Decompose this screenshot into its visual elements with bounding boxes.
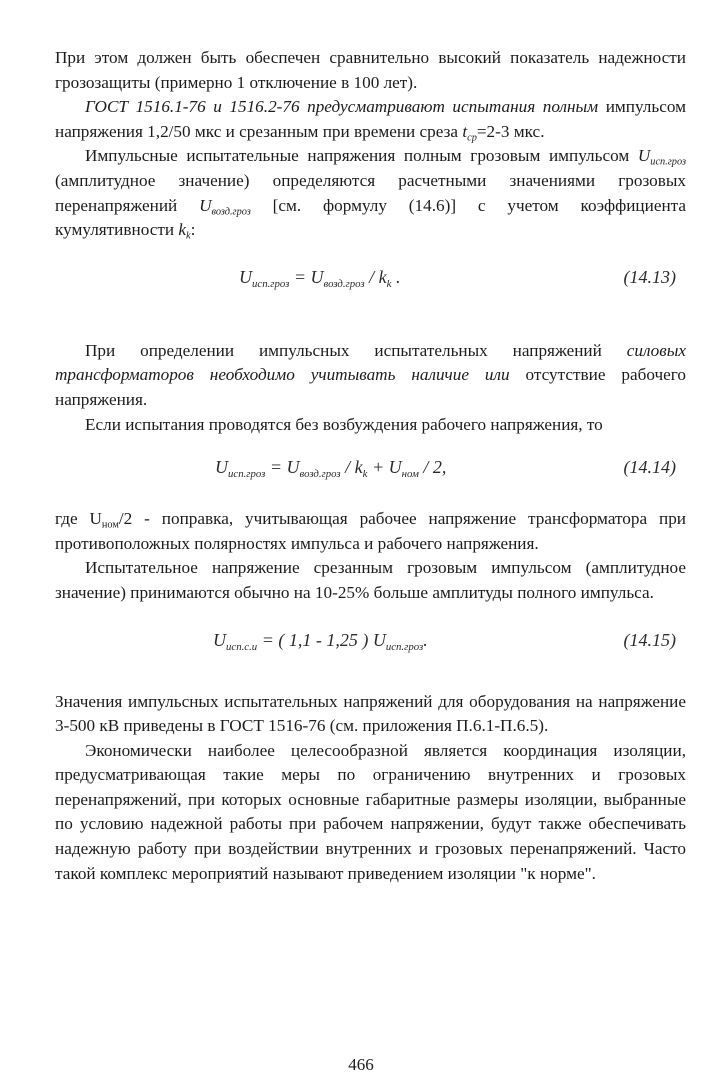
paragraph-chopped-impulse xyxy=(55,556,686,605)
paragraph-values xyxy=(55,690,686,739)
paragraph-text: где U xyxy=(55,509,102,529)
paragraph-reliability xyxy=(55,46,686,95)
paragraph-coordination xyxy=(55,739,686,887)
formula-expression: $U_{исп.гроз} = U_{возд.гроз} / k_k$ . xyxy=(239,266,401,290)
formula-expression: $U_{исп.с.и}$ = ( 1,1 - 1,25 ) $U_{исп.гроз}$. xyxy=(213,629,428,653)
u-subscript: исп.гроз xyxy=(650,156,686,168)
paragraph-text: Экономически наиболее целесообразной является координация изоляции, предусматривающая такие меры по ограничению внутренних и грозовых перенапряжений, при которых основные габаритные размеры изоляции, выбранные по условию надежной работы при рабочем напряжении, будут также обеспечивать надежную работу при воздействии внутренних и грозовых перенапряжений. Часто такой комплекс мероприятий называют приведением изоляции "к норме". xyxy=(55,740,686,883)
formula-number: (14.14) xyxy=(623,457,676,478)
paragraph-text: Испытательное напряжение срезанным грозовым импульсом (амплитудное значение) принимаются обычно на 10-25% больше амплитуды полного импульса. xyxy=(55,558,686,602)
paragraph-gost-tests xyxy=(55,95,686,144)
paragraph-text: импульсом напряжения 1,2/50 мкс и срезанным при времени среза xyxy=(55,97,686,141)
u-subscript: возд.гроз xyxy=(211,206,251,218)
page-number: 466 xyxy=(348,1055,374,1074)
paragraph-text: [см. формулу (14.6)] с учетом коэффициента кумулятивности xyxy=(55,195,687,240)
emphasis-text: силовых трансформаторов необходимо учитывать наличие или xyxy=(55,340,686,385)
paragraph-text: При этом должен быть обеспечен сравнительно высокий показатель надежности грозозащиты (примерно 1 отключение в 100 лет). xyxy=(55,48,686,92)
paragraph-text: (амплитудное значение) определяются расчетными значениями грозовых перенапряжений xyxy=(55,170,686,215)
t-subscript: ср xyxy=(467,132,477,144)
paragraph-correction xyxy=(55,507,686,556)
k-subscript: k xyxy=(186,230,191,242)
u-symbol: U xyxy=(199,195,212,215)
paragraph-text: /2 - поправка, учитывающая рабочее напряжение трансформатора при противоположных полярностях импульса и рабочего напряжения. xyxy=(55,509,686,553)
paragraph-text: При определении импульсных испытательных напряжений xyxy=(85,340,627,360)
t-symbol: t xyxy=(462,121,468,141)
paragraph-transformers xyxy=(55,339,686,413)
formula-14-14 xyxy=(55,457,686,483)
formula-14-13 xyxy=(55,267,686,293)
paragraph-text: Если испытания проводятся без возбуждения рабочего напряжения, то xyxy=(85,414,603,434)
paragraph-impulse-voltages xyxy=(55,144,686,242)
u-subscript: ном xyxy=(101,519,119,531)
paragraph-text: отсутствие рабочего напряжения. xyxy=(55,365,686,409)
paragraph-text: Импульсные испытательные напряжения полным грозовым импульсом xyxy=(85,146,638,166)
k-symbol: k xyxy=(178,220,186,240)
formula-number: (14.15) xyxy=(623,629,676,650)
paragraph-no-excitation xyxy=(55,413,686,438)
formula-number: (14.13) xyxy=(623,266,676,287)
formula-expression: $U_{исп.гроз} = U_{возд.гроз} / k_k + U_{ном} / 2$, xyxy=(215,457,447,480)
formula-14-15 xyxy=(55,630,686,656)
paragraph-text: =2-3 мкс. xyxy=(476,121,545,141)
u-symbol: U xyxy=(637,146,651,166)
gost-reference: ГОСТ 1516.1-76 и 1516.2-76 предусматривают испытания полным xyxy=(85,97,599,117)
paragraph-text: : xyxy=(190,220,196,240)
paragraph-text: Значения импульсных испытательных напряжений для оборудования на напряжение 3-500 кВ приведены в ГОСТ 1516-76 (см. приложения П.6.1-П.6.5). xyxy=(55,691,686,736)
